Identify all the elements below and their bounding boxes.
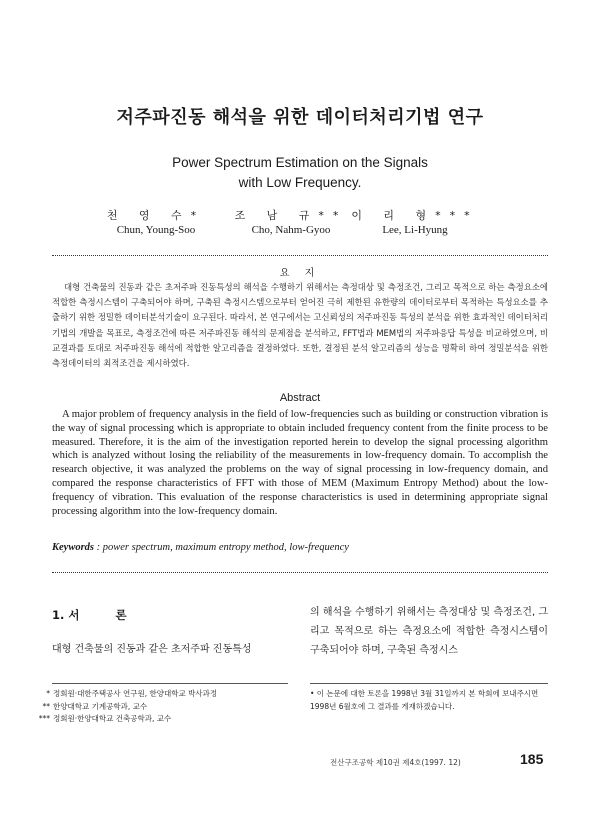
english-title-line-1: Power Spectrum Estimation on the Signals — [172, 155, 428, 170]
footnote-rule-right — [310, 683, 548, 684]
korean-summary-heading: 요 지 — [279, 268, 321, 279]
footnote-rule-left — [52, 683, 288, 684]
paper-title-korean: 저주파진동 해석을 위한 데이터처리기법 연구 — [116, 107, 484, 128]
korean-summary-text: 대형 건축물의 진동과 같은 초저주파 진동특성의 해석을 수행하기 위해서는 측정대상 및 측정조건, 그리고 목적으로 하는 측정요소에 적합한 측정시스템이 구축되어야 하며, 구축된 측정시스템으로부터 얻어진 극히 제한된 유한량의 데이터로부터 목적하는 특성요소를 추출하기 위한 정밀한 데이터분석기술이 요구된다. 따라서, 본 연구에서는 고신뢰성의 저주파진동 특성의 분석을 위한 효과적인 데이터처리기법의 개발을 목표로, 측정조건에 따른 저주파진동 해석의 문제점을 분석하고, FFT법과 MEM법의 저주파응답 특성을 비교하였으며, 비교결과를 토대로 저주파진동 해석에 적합한 알고리즘을 결정하였다. 또한, 결정된 분석 알고리즘의 성능을 명확히 하여 정밀분석을 위한 측정데이터의 최적조건을 제시하였다. — [52, 282, 548, 369]
section-title: 론 — [115, 608, 127, 622]
footnote-right: • 이 논문에 대한 토론을 1998년 3월 31일까지 본 학회에 보내주시면 1998년 6월호에 그 결과를 게재하겠습니다. — [310, 689, 539, 711]
footnotes-left — [34, 688, 296, 726]
section-heading-introduction — [52, 607, 127, 623]
paper-title-english — [0, 153, 600, 193]
section-number: 1. 서 — [52, 608, 80, 622]
keywords-line — [52, 542, 548, 553]
author-3-korean-name: 이 리 형*** — [351, 209, 479, 222]
top-dotted-divider — [52, 255, 548, 256]
author-1-english-name: Chun, Young-Soo — [116, 224, 196, 236]
author-1-korean-name: 천 영 수* — [106, 209, 206, 222]
footnote-item: * 정회원·대한주택공사 연구원, 한양대학교 박사과정 — [46, 689, 218, 698]
abstract-heading: Abstract — [279, 392, 321, 404]
bottom-dotted-divider — [52, 572, 548, 573]
keywords-list: : power spectrum, maximum entropy method, low-frequency — [96, 542, 349, 553]
author-1 — [91, 208, 221, 238]
abstract-text: A major problem of frequency analysis in the field of low-frequencies such as building or construction vibration is the way of signal processing which is appropriate to obtain included frequency content from the finite process to be measured. Therefore, it is the aim of the investigation reported herein to develop the signal processing algorithm which is analyzed without losing the reliability of the measurements in low-frequency domain. To accomplish the research objective, it was analyzed the problems on the way of signal processing in low-frequency domain, and compared the response characteristics of FFT with those of MEM (Maximum Entropy Method) about the low-frequency of vibration. This evaluation of the response characteristics is used in determining appropriate signal processing algorithm into the low-frequency domain. — [52, 409, 548, 517]
footnote-item: *** 정회원·한양대학교 건축공학과, 교수 — [38, 714, 172, 723]
journal-info: 전산구조공학 제10권 제4호(1997. 12) — [330, 758, 461, 767]
english-title-line-2: with Low Frequency. — [238, 175, 362, 190]
footnote-item: ** 한양대학교 기계공학과, 교수 — [42, 701, 148, 711]
author-3 — [350, 208, 480, 238]
author-2 — [226, 208, 356, 238]
author-2-korean-name: 조 남 규** — [234, 209, 348, 222]
page-number: 185 — [520, 751, 544, 767]
body-text-right-column: 의 해석을 수행하기 위해서는 측정대상 및 측정조건, 그리고 목적으로 하는 측정요소에 적합한 측정시스템이 구축되어야 하며, 구축된 측정시스 — [310, 607, 548, 656]
body-text-left-column: 대형 건축물의 진동과 같은 초저주파 진동특성 — [52, 644, 252, 655]
keywords-label: Keywords — [52, 542, 94, 553]
author-3-english-name: Lee, Li-Hyung — [382, 224, 448, 236]
author-2-english-name: Cho, Nahm-Gyoo — [251, 224, 331, 236]
